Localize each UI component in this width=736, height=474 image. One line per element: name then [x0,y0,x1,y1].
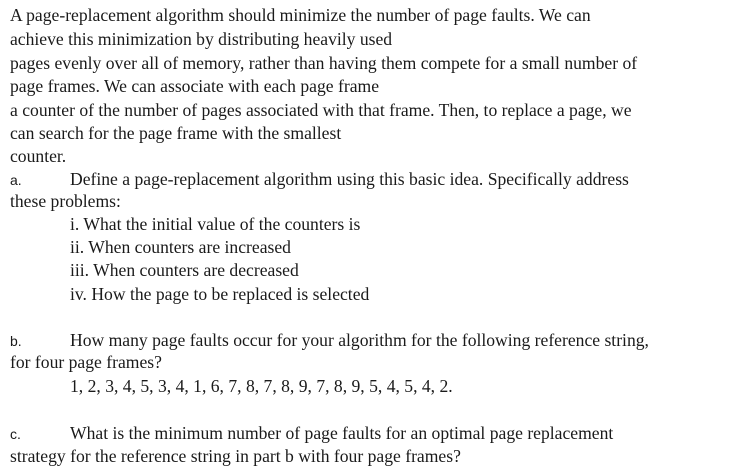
part-a-line-2: these problems: [10,191,121,211]
part-a-item-1: i. What the initial value of the counters is [70,214,361,234]
part-c-text-1: What is the minimum number of page faults for an optimal page replacement [70,423,614,443]
reference-string: 1, 2, 3, 4, 5, 3, 4, 1, 6, 7, 8, 7, 8, 9, 7, 8, 9, 5, 4, 5, 4, 2. [70,376,453,396]
part-b-text-1: How many page faults occur for your algorithm for the following reference string, [70,330,649,350]
intro-line-5: a counter of the number of pages associated with that frame. Then, to replace a page, we [10,100,632,120]
part-a-label: a. [10,172,22,188]
part-a-text-1: Define a page-replacement algorithm using this basic idea. Specifically address [70,169,629,189]
part-c-line-2: strategy for the reference string in part b with four page frames? [10,446,461,466]
intro-line-1: A page-replacement algorithm should minimize the number of page faults. We can [10,5,591,25]
intro-line-3: pages evenly over all of memory, rather than having them compete for a small number of [10,53,638,73]
part-c-label: c. [10,426,21,442]
part-b-line-1 [10,329,649,352]
intro-line-6: can search for the page frame with the smallest [10,123,342,143]
part-a-item-4: iv. How the page to be replaced is selected [70,284,370,304]
part-c-line-1 [10,422,613,445]
part-b-line-2: for four page frames? [10,352,162,372]
intro-line-2: achieve this minimization by distributing heavily used [10,29,393,49]
part-a-line-1 [10,168,629,191]
intro-line-7: counter. [10,146,67,166]
part-b-label: b. [10,333,22,349]
part-a-item-3: iii. When counters are decreased [70,260,299,280]
intro-line-4: page frames. We can associate with each page frame [10,76,380,96]
part-a-item-2: ii. When counters are increased [70,237,291,257]
